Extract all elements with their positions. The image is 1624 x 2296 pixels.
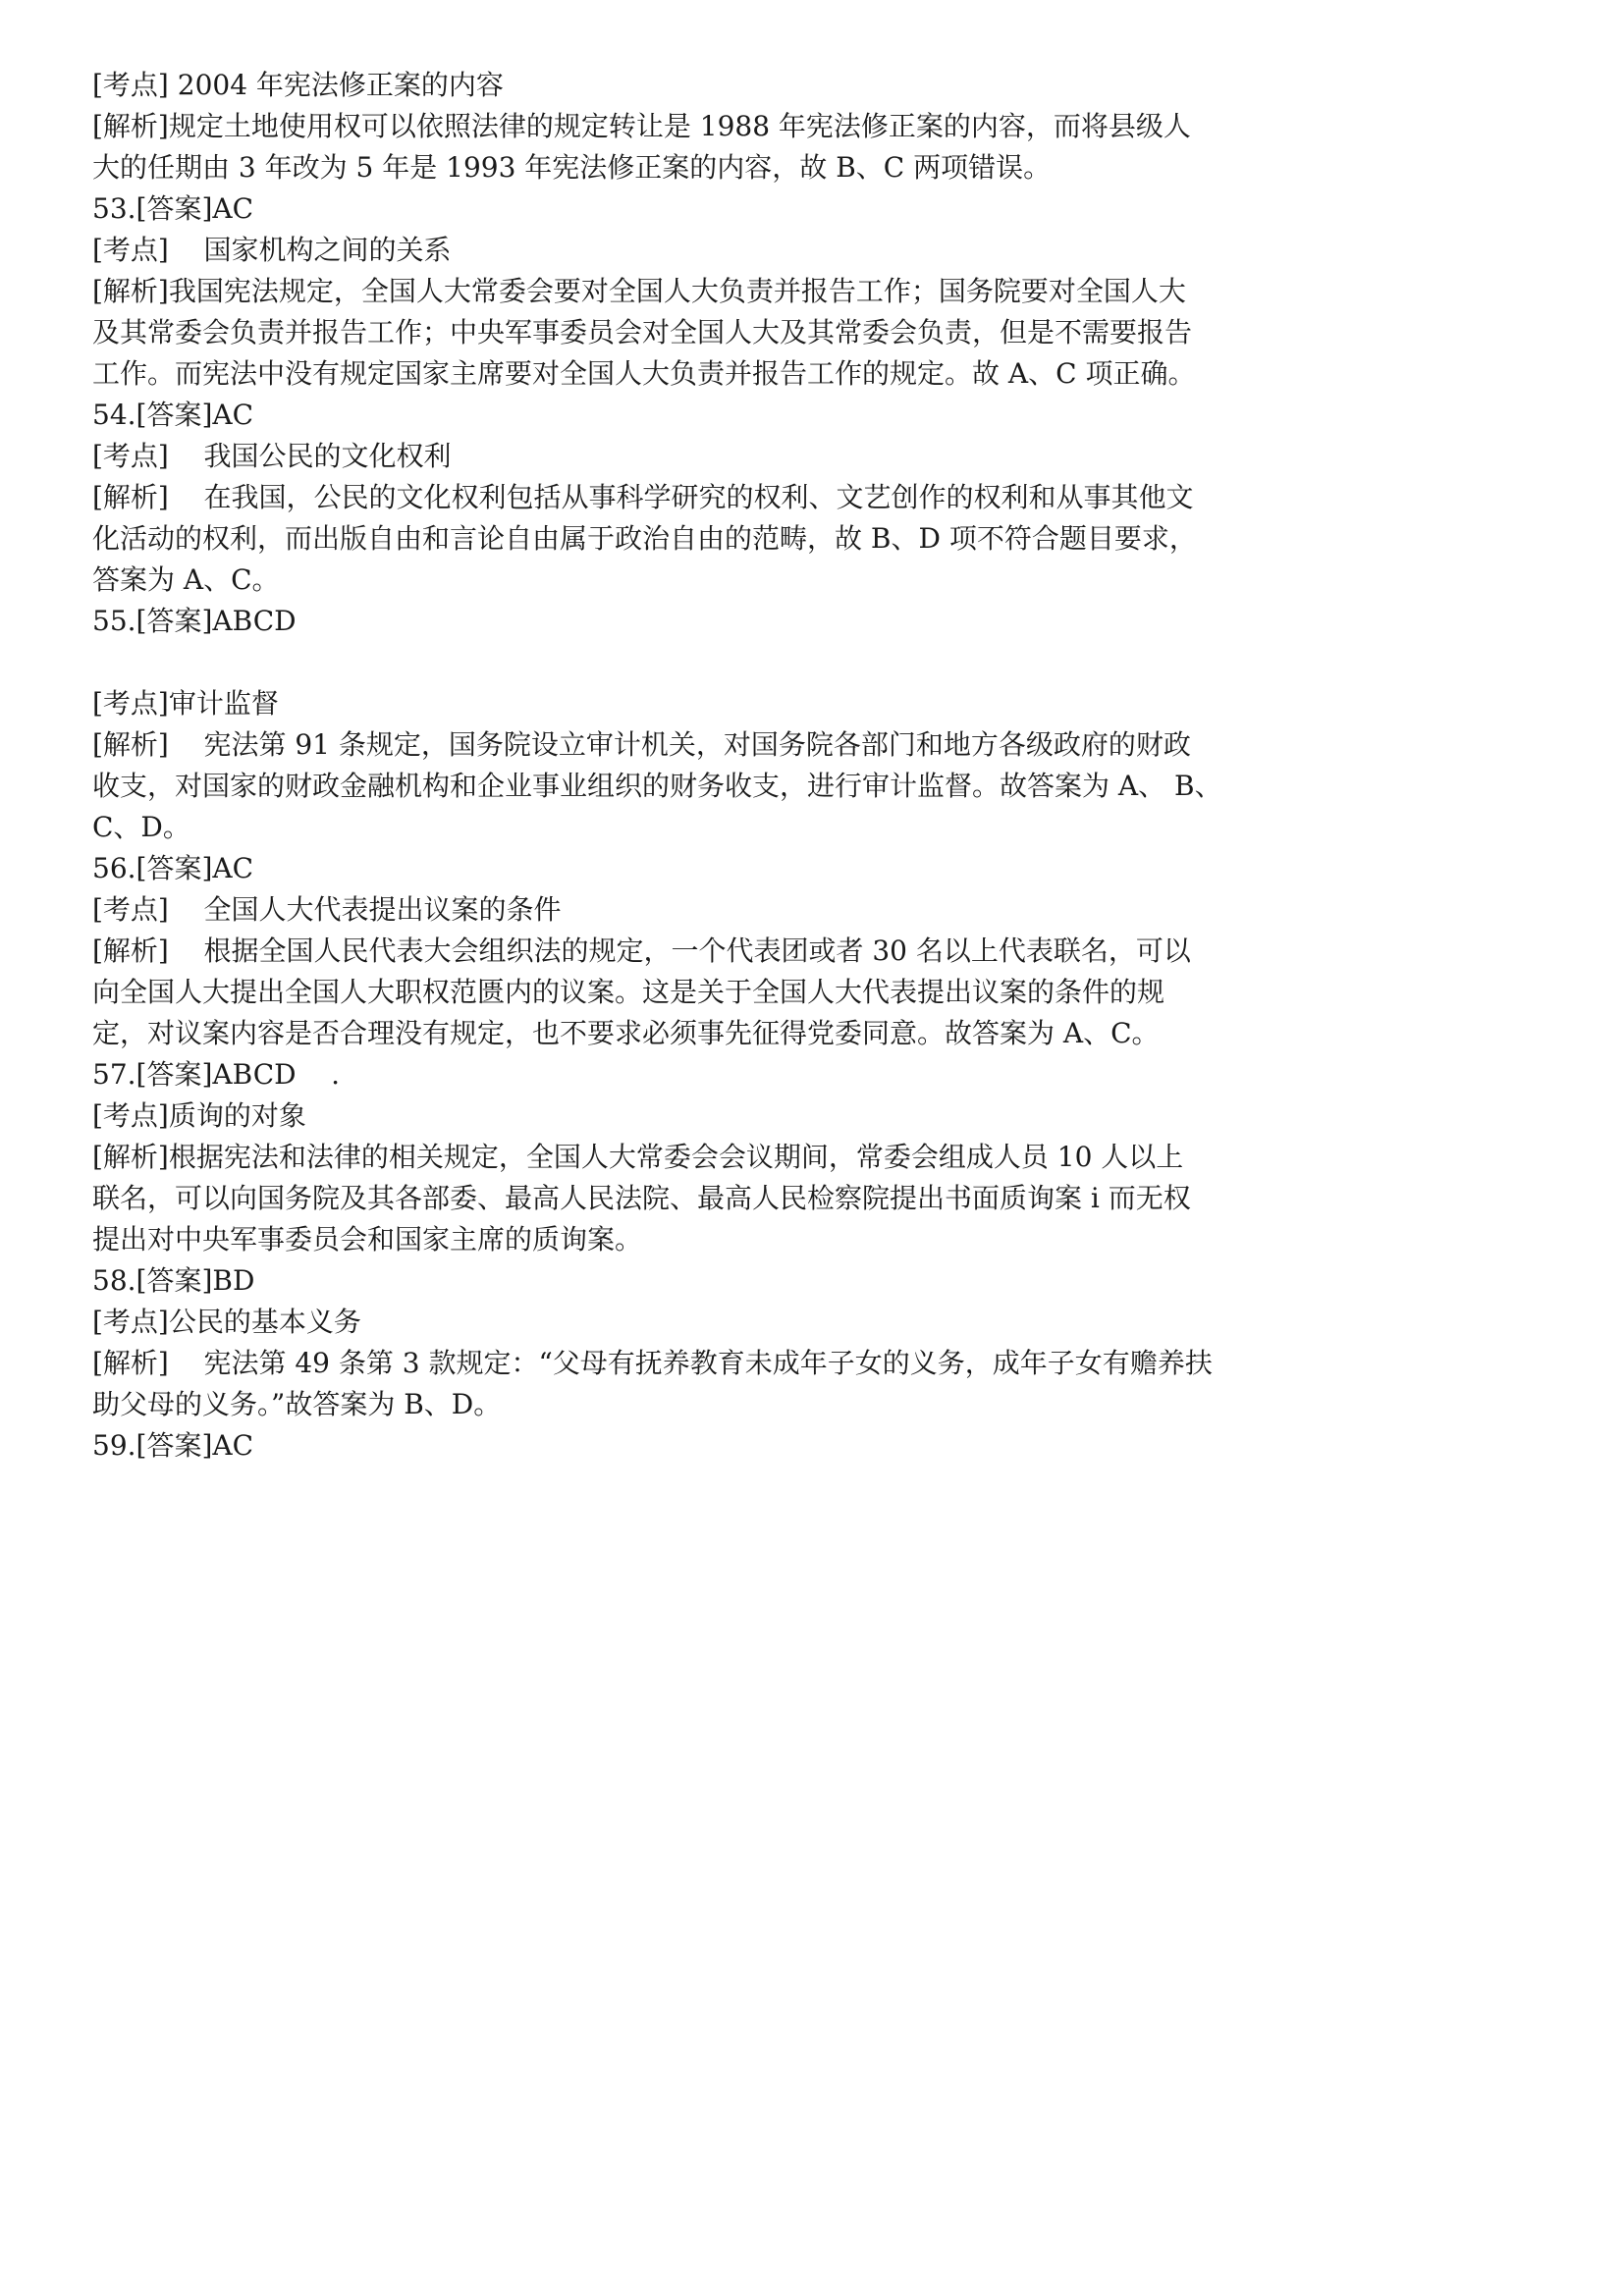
text-line: 向全国人大提出全国人大职权范匮内的议案。这是关于全国人大代表提出议案的条件的规 xyxy=(92,976,1165,1008)
text-line: [考点]质询的对象 xyxy=(92,1099,306,1132)
text-line: 57.[答案]ABCD . xyxy=(92,1058,341,1091)
text-line: [解析] 在我国，公民的文化权利包括从事科学研究的权利、文艺创作的权利和从事其他文 xyxy=(92,481,1194,513)
text-line: [考点] 我国公民的文化权利 xyxy=(92,440,452,472)
text-line: [考点] 全国人大代表提出议案的条件 xyxy=(92,893,562,926)
text-line: [考点]审计监督 xyxy=(92,687,279,720)
text-line: [考点] 2004 年宪法修正案的内容 xyxy=(92,69,504,101)
text-line: [解析]根据宪法和法律的相关规定，全国人大常委会会议期间，常委会组成人员 10 人以上 xyxy=(92,1141,1184,1173)
text-line: 答案为 A、C。 xyxy=(92,563,280,596)
text-line: C、D。 xyxy=(92,811,190,843)
text-line: [解析]规定土地使用权可以依照法律的规定转让是 1988 年宪法修正案的内容，而将县级人 xyxy=(92,110,1191,142)
text-line: [解析]我国宪法规定，全国人大常委会要对全国人大负责并报告工作；国务院要对全国人大 xyxy=(92,275,1186,307)
text-line: 联名，可以向国务院及其各部委、最高人民法院、最高人民检察院提出书面质询案 i 而无权 xyxy=(92,1182,1191,1214)
text-line: 53.[答案]AC xyxy=(92,192,254,225)
text-line: [考点] 国家机构之间的关系 xyxy=(92,234,452,266)
text-line: [解析] 根据全国人民代表大会组织法的规定，一个代表团或者 30 名以上代表联名，可以 xyxy=(92,934,1191,967)
text-line: 工作。而宪法中没有规定国家主席要对全国人大负责并报告工作的规定。故 A、C 项正确。 xyxy=(92,357,1196,390)
text-line: [解析] 宪法第 49 条第 3 款规定：“父母有抚养教育未成年子女的义务，成年子女有赡养扶 xyxy=(92,1347,1213,1379)
text-line: [考点]公民的基本义务 xyxy=(92,1306,361,1338)
text-line: 化活动的权利，而出版自由和言论自由属于政治自由的范畴，故 B、D 项不符合题目要求， xyxy=(92,522,1197,555)
text-line: 助父母的义务。”故答案为 B、D。 xyxy=(92,1388,502,1420)
text-line: 大的任期由 3 年改为 5 年是 1993 年宪法修正案的内容，故 B、C 两项错误。 xyxy=(92,151,1052,184)
text-line: 收支，对国家的财政金融机构和企业事业组织的财务收支，进行审计监督。故答案为 A、 B、 xyxy=(92,770,1222,802)
text-line: 59.[答案]AC xyxy=(92,1429,254,1462)
text-line: 58.[答案]BD xyxy=(92,1264,255,1297)
text-line: 提出对中央军事委员会和国家主席的质询案。 xyxy=(92,1223,643,1255)
text-line: [解析] 宪法第 91 条规定，国务院设立审计机关，对国务院各部门和地方各级政府的财政 xyxy=(92,728,1191,761)
text-line: 55.[答案]ABCD xyxy=(92,605,297,637)
text-line: 56.[答案]AC xyxy=(92,852,254,884)
text-line: 定，对议案内容是否合理没有规定，也不要求必须事先征得党委同意。故答案为 A、C。 xyxy=(92,1017,1160,1049)
text-line: 54.[答案]AC xyxy=(92,399,254,431)
text-line: 及其常委会负责并报告工作；中央军事委员会对全国人大及其常委会负责，但是不需要报告 xyxy=(92,316,1193,348)
